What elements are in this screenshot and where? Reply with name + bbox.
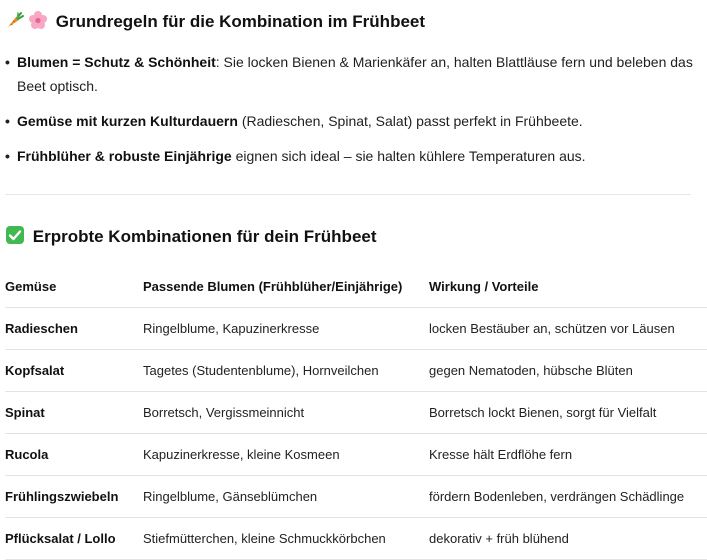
cell-blumen: Ringelblume, Kapuzinerkresse	[143, 308, 429, 350]
list-item	[5, 144, 695, 168]
column-header-gemuese: Gemüse	[5, 266, 143, 308]
table-row	[5, 434, 707, 476]
section-divider	[5, 194, 691, 195]
combinations-table	[5, 266, 707, 560]
cell-blumen: Stiefmütterchen, kleine Schmuckkörbchen	[143, 518, 429, 560]
table-row	[5, 392, 707, 434]
bullet-text: eignen sich ideal – sie halten kühlere Temperaturen aus.	[231, 148, 586, 164]
bullet-icon: •	[5, 113, 10, 129]
section-heading-kombinationen	[5, 225, 377, 249]
column-header-wirkung: Wirkung / Vorteile	[429, 266, 707, 308]
check-mark-button-icon	[5, 225, 25, 245]
table-header-row	[5, 266, 707, 308]
bullet-bold-text: Gemüse mit kurzen Kulturdauern	[17, 113, 238, 129]
table-row	[5, 518, 707, 560]
cell-wirkung: Kresse hält Erdflöhe fern	[429, 434, 707, 476]
section-heading-grundregeln	[5, 10, 425, 34]
table-row	[5, 476, 707, 518]
bullet-bold-text: Blumen = Schutz & Schönheit	[17, 54, 216, 70]
carrot-icon	[5, 10, 25, 30]
rules-list	[5, 50, 695, 179]
bullet-icon: •	[5, 54, 10, 70]
cell-gemuese: Radieschen	[5, 308, 143, 350]
table-row	[5, 308, 707, 350]
cell-gemuese: Frühlingszwiebeln	[5, 476, 143, 518]
cell-wirkung: Borretsch lockt Bienen, sorgt für Vielfalt	[429, 392, 707, 434]
bullet-bold-text: Frühblüher & robuste Einjährige	[17, 148, 232, 164]
cell-blumen: Ringelblume, Gänseblümchen	[143, 476, 429, 518]
cell-wirkung: locken Bestäuber an, schützen vor Läusen	[429, 308, 707, 350]
column-header-blumen: Passende Blumen (Frühblüher/Einjährige)	[143, 266, 429, 308]
bullet-icon: •	[5, 148, 10, 164]
cell-gemuese: Rucola	[5, 434, 143, 476]
table-row	[5, 350, 707, 392]
cell-blumen: Borretsch, Vergissmeinnicht	[143, 392, 429, 434]
section-heading-text: Erprobte Kombinationen für dein Frühbeet	[32, 227, 377, 246]
cherry-blossom-icon	[28, 10, 48, 30]
bullet-text: : Sie locken Bienen & Marienkäfer an, halten Blattläuse fern und beleben das Beet optisch.	[17, 54, 693, 94]
cell-wirkung: fördern Bodenleben, verdrängen Schädlinge	[429, 476, 707, 518]
cell-gemuese: Pflücksalat / Lollo	[5, 518, 143, 560]
section-heading-text: Grundregeln für die Kombination im Frühbeet	[55, 12, 426, 31]
cell-blumen: Kapuzinerkresse, kleine Kosmeen	[143, 434, 429, 476]
cell-blumen: Tagetes (Studentenblume), Hornveilchen	[143, 350, 429, 392]
list-item	[5, 50, 695, 98]
list-item	[5, 109, 695, 133]
cell-gemuese: Spinat	[5, 392, 143, 434]
cell-gemuese: Kopfsalat	[5, 350, 143, 392]
cell-wirkung: dekorativ + früh blühend	[429, 518, 707, 560]
cell-wirkung: gegen Nematoden, hübsche Blüten	[429, 350, 707, 392]
bullet-text: (Radieschen, Spinat, Salat) passt perfekt in Frühbeete.	[237, 113, 583, 129]
